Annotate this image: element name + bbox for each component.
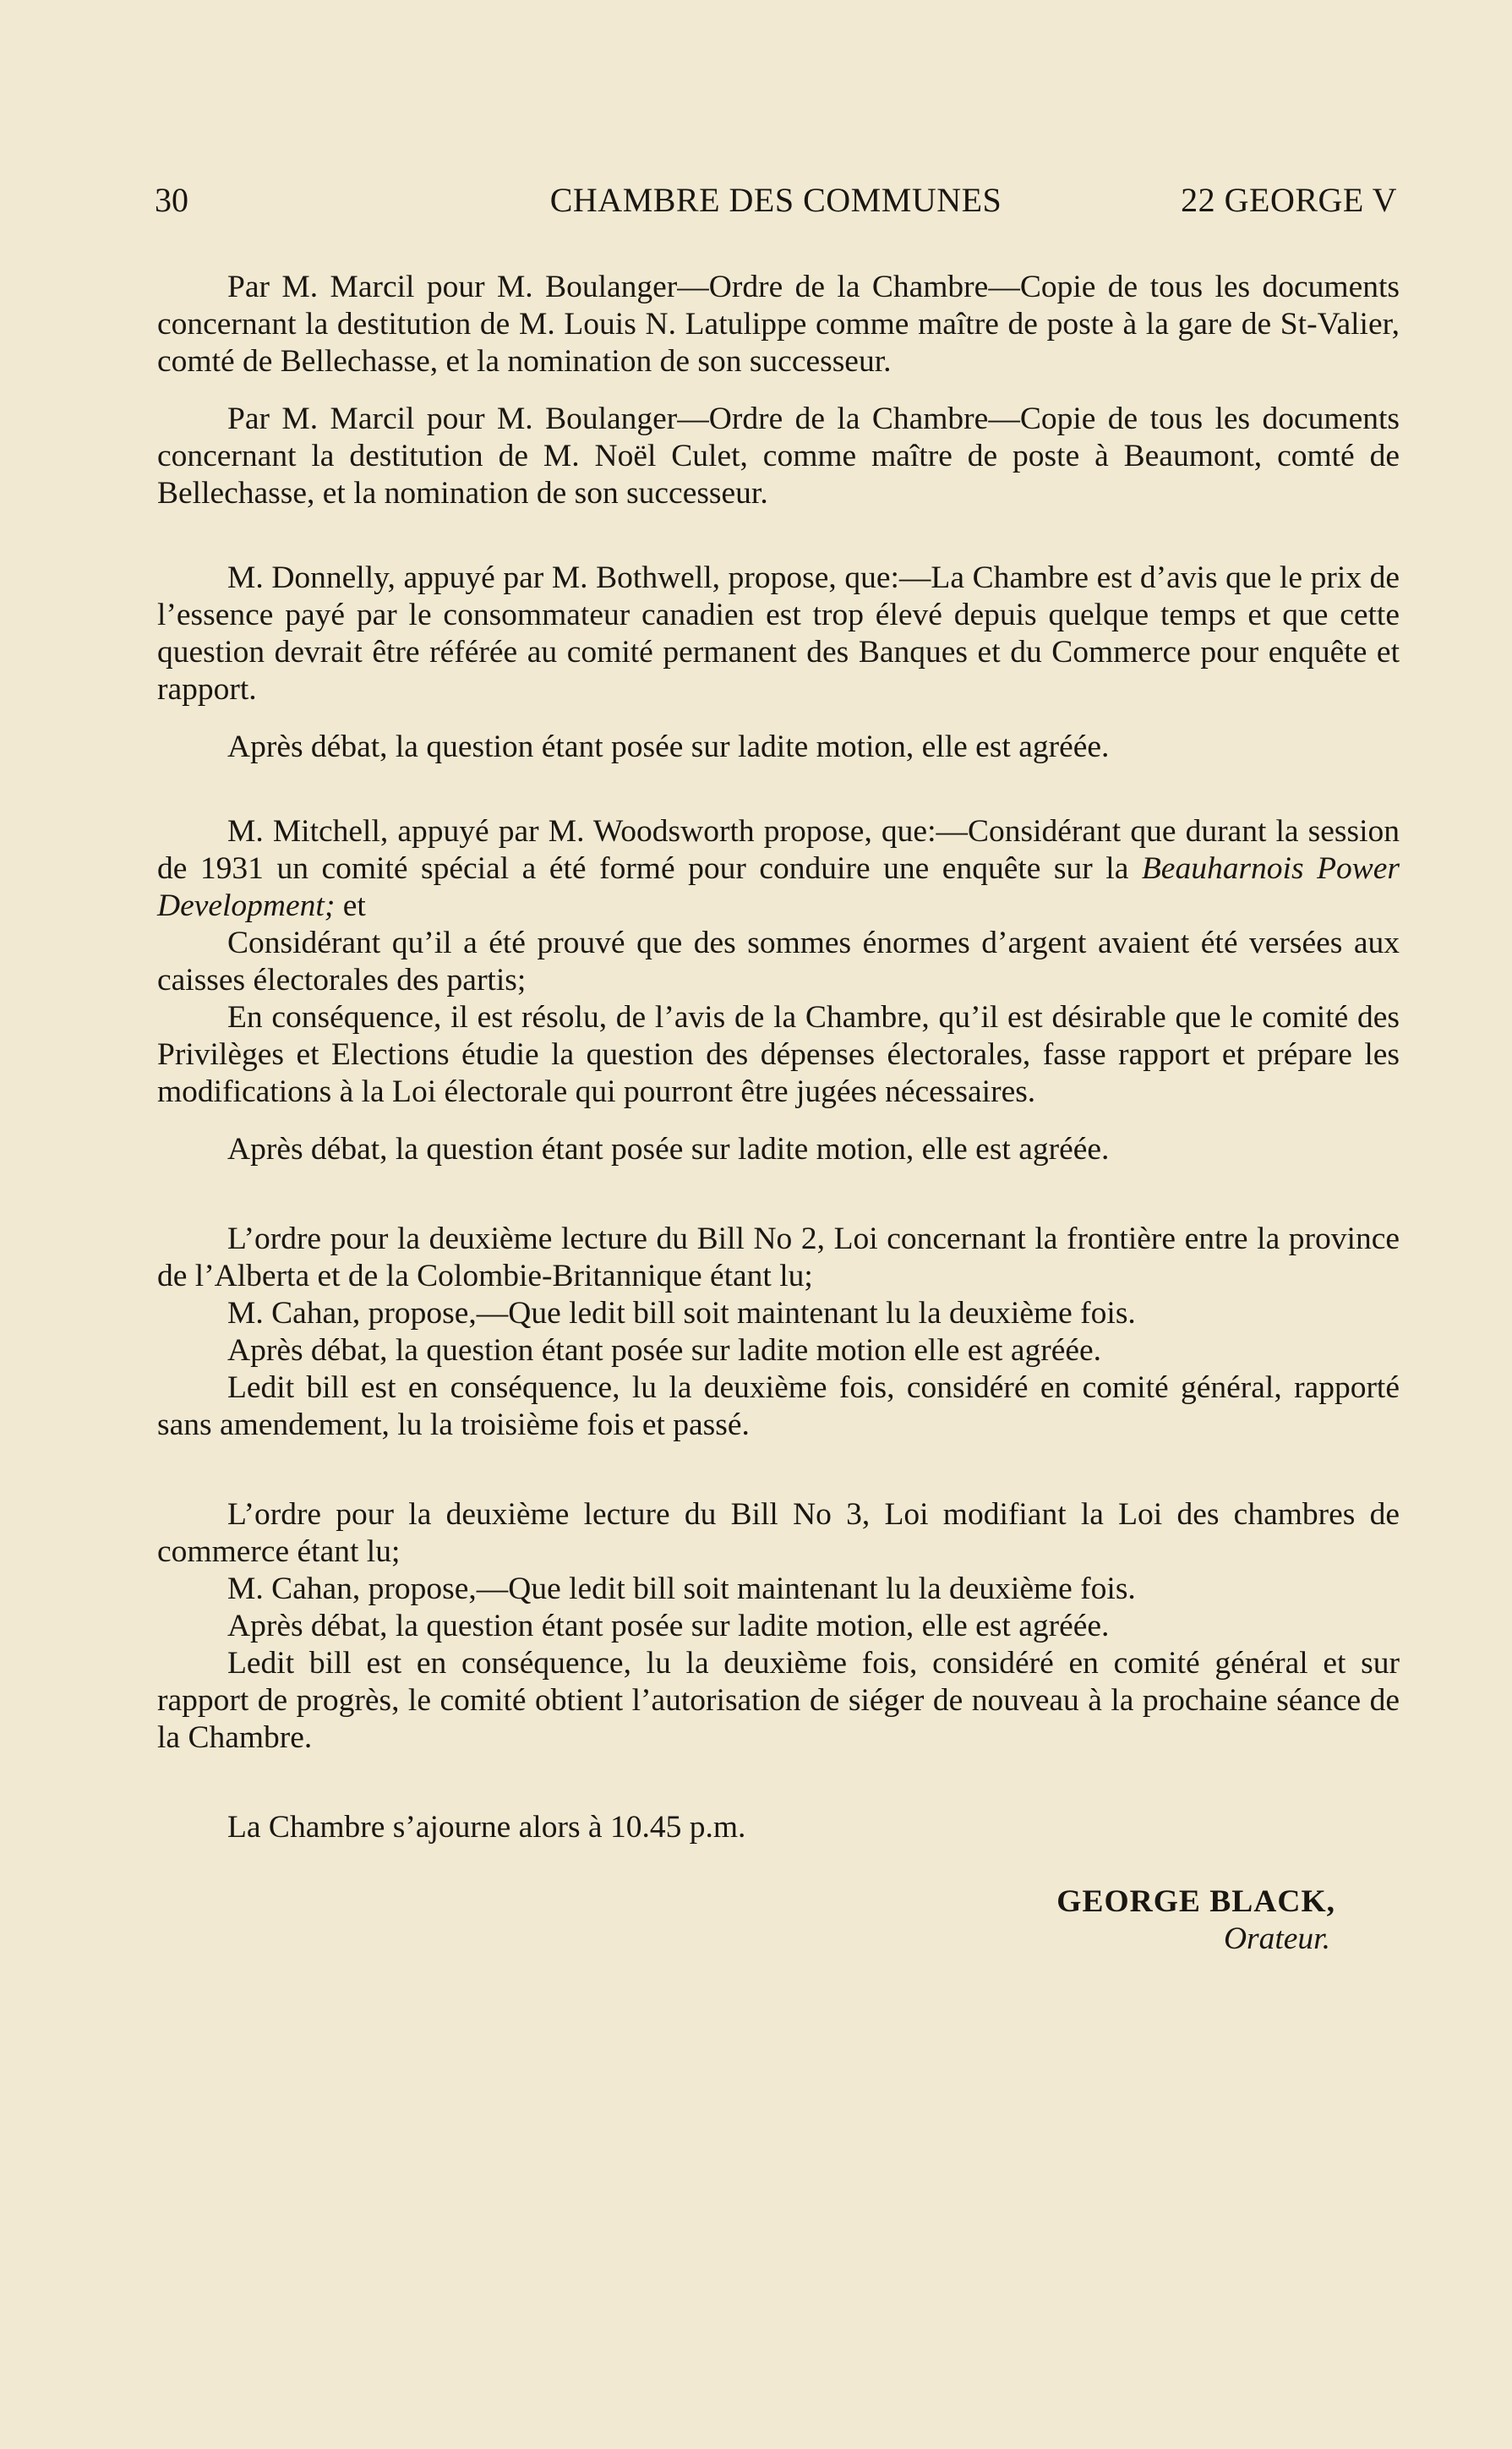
- paragraph-whereas: Considérant qu’il a été prouvé que des sommes énormes d’argent avaient été versées aux caisses électorales des partis;: [157, 926, 1400, 998]
- running-title: CHAMBRE DES COMMUNES: [549, 181, 1002, 219]
- paragraph-motion-agreed: Après débat, la question étant posée sur ladite motion, elle est agréée.: [227, 730, 1110, 764]
- mitchell-motion-end: et: [335, 888, 366, 923]
- paragraph-adjournment: La Chambre s’ajourne alors à 10.45 p.m.: [227, 1810, 746, 1845]
- paragraph-return-order-culet: Par M. Marcil pour M. Boulanger—Ordre de la Chambre—Copie de tous les documents concernant la destitution de M. Noël Culet, comme maître de poste à Beaumont, comté de Bellechasse, et la nomination de son successeur.: [157, 402, 1400, 511]
- paragraph-motion-agreed-2: Après débat, la question étant posée sur ladite motion, elle est agréée.: [227, 1132, 1110, 1167]
- speaker-name: GEORGE BLACK,: [1056, 1884, 1335, 1919]
- speaker-role: Orateur.: [1223, 1921, 1330, 1956]
- mitchell-motion-text: M. Mitchell, appuyé par M. Woodsworth propose, que:—Considérant que durant la session de 1931 un comité spécial a été formé pour conduire une enquête sur la: [157, 814, 1400, 886]
- reign-year: 22 GEORGE V: [1181, 181, 1397, 219]
- journal-body: [157, 269, 1400, 1958]
- paragraph-bill-2-order: L’ordre pour la deuxième lecture du Bill No 2, Loi concernant la frontière entre la province de l’Alberta et de la Colombie-Britannique étant lu;: [157, 1222, 1400, 1293]
- paragraph-resolved: En conséquence, il est résolu, de l’avis de la Chambre, qu’il est désirable que le comité des Privilèges et Elections étudie la question des dépenses électorales, fasse rapport et prépare les modifications à la Loi électorale qui pourront être jugées nécessaires.: [157, 1000, 1400, 1109]
- page-number: 30: [155, 181, 188, 219]
- paragraph-mitchell-motion: [157, 813, 1400, 925]
- paragraph-bill-2-passed: Ledit bill est en conséquence, lu la deuxième fois, considéré en comité général, rapporté sans amendement, lu la troisième fois et passé.: [157, 1370, 1400, 1442]
- paragraph-bill-3-order: L’ordre pour la deuxième lecture du Bill No 3, Loi modifiant la Loi des chambres de commerce étant lu;: [157, 1497, 1400, 1569]
- paragraph-donnelly-motion: M. Donnelly, appuyé par M. Bothwell, propose, que:—La Chambre est d’avis que le prix de l’essence payé par le consommateur canadien est trop élevé depuis quelque temps et que cette question devrait être référée au comité permanent des Banques et du Commerce pour enquête et rapport.: [157, 560, 1400, 707]
- paragraph-bill-3-progress: Ledit bill est en conséquence, lu la deuxième fois, considéré en comité général et sur rapport de progrès, le comité obtient l’autorisation de siéger de nouveau à la prochaine séance de la Chambre.: [157, 1646, 1400, 1755]
- paragraph-bill-2-agreed: Après débat, la question étant posée sur ladite motion elle est agréée.: [227, 1333, 1102, 1368]
- paragraph-bill-3-agreed: Après débat, la question étant posée sur ladite motion, elle est agréée.: [227, 1609, 1110, 1643]
- paragraph-return-order-latulippe: Par M. Marcil pour M. Boulanger—Ordre de la Chambre—Copie de tous les documents concernant la destitution de M. Louis N. Latulippe comme maître de poste à la gare de St-Valier, comté de Bellechasse, et la nomination de son successeur.: [157, 270, 1400, 379]
- speaker-signature: [157, 1883, 1335, 1958]
- paragraph-bill-3-cahan: M. Cahan, propose,—Que ledit bill soit maintenant lu la deuxième fois.: [227, 1572, 1136, 1606]
- page-header: [155, 179, 1397, 221]
- paragraph-bill-2-cahan: M. Cahan, propose,—Que ledit bill soit maintenant lu la deuxième fois.: [227, 1296, 1136, 1331]
- beauharnois-title: Beauharnois Power Development;: [157, 851, 1400, 923]
